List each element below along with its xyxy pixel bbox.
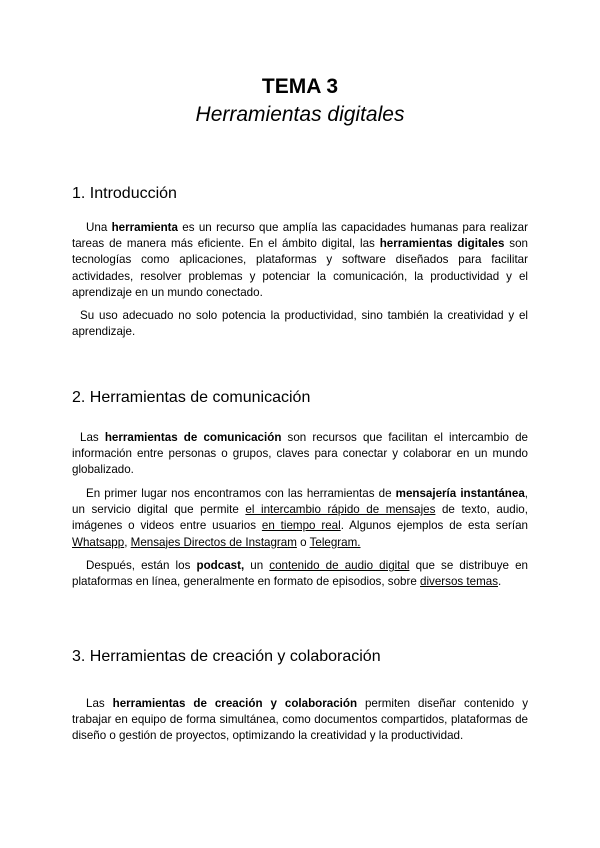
text-span: Después, están los [86, 559, 197, 572]
bold-term: mensajería instantánea [395, 487, 525, 500]
text-span: permiten diseñar contenido y trabajar en equipo de forma simultánea, como documentos compartidos, plataformas de diseño o gestión de proyectos, optimizando la creatividad y la productividad. [72, 697, 528, 743]
underlined-phrase: diversos temas [420, 575, 498, 589]
underlined-phrase: el intercambio rápido de mensajes [245, 503, 436, 517]
underlined-example-telegram: Telegram. [309, 535, 361, 549]
document-subtitle: Herramientas digitales [195, 103, 405, 126]
underlined-example-instagram: Mensajes Directos de Instagram [130, 535, 297, 549]
section-heading-introduccion: 1. Introducción [72, 185, 177, 202]
text-span: es un recurso que amplía las capacidades humanas para realizar tareas de manera más eficiente. En el ámbito digital, las [72, 221, 528, 251]
bold-term: podcast, [196, 559, 245, 572]
text-span: de texto, audio, imágenes o videos entre usuarios [72, 503, 528, 533]
paragraph-intro-1 [72, 220, 528, 301]
paragraph-creacion-1 [72, 696, 528, 745]
paragraph-comunicacion-3 [72, 558, 528, 590]
bold-term: herramientas de comunicación [104, 431, 282, 444]
text-span: un [244, 559, 270, 572]
text-span: , [124, 535, 131, 549]
text-span: En primer lugar nos encontramos con las herramientas de [86, 487, 396, 500]
text-span: Una [86, 221, 112, 234]
underlined-example-whatsapp: Whatsapp [72, 535, 125, 549]
text-span: . [498, 575, 502, 589]
document-title: TEMA 3 [261, 75, 339, 98]
paragraph-comunicacion-1 [72, 430, 528, 479]
text-span: , un servicio digital que permite [72, 487, 529, 517]
paragraph-comunicacion-2 [72, 486, 528, 551]
section-heading-comunicacion: 2. Herramientas de comunicación [72, 389, 311, 406]
text-span: Las [80, 431, 105, 444]
text-span: Su uso adecuado no solo potencia la productividad, sino también la creatividad y el aprendizaje. [72, 309, 528, 339]
text-span: son recursos que facilitan el intercambio de información entre personas o grupos, claves para conectar y colaborar en un mundo globalizado. [72, 431, 528, 477]
text-span: . Algunos ejemplos de esta serían [340, 519, 529, 533]
bold-term: herramientas digitales [379, 237, 505, 251]
text-span: son tecnologías como aplicaciones, plataformas y software diseñados para facilitar actividades, resolver problemas y potenciar la comunicación, la productividad y el aprendizaje en un mundo conectado. [72, 237, 528, 299]
bold-term: herramientas de creación y colaboración [112, 697, 358, 710]
document-title-block [0, 74, 600, 130]
text-span: que se distribuye en plataformas en línea, generalmente en formato de episodios, sobre [72, 559, 529, 589]
text-span: Las [86, 697, 113, 710]
text-span: o [296, 535, 310, 549]
underlined-phrase: en tiempo real [261, 519, 341, 533]
bold-term: herramienta [111, 221, 178, 234]
paragraph-intro-2 [72, 308, 528, 340]
underlined-phrase: contenido de audio digital [269, 559, 410, 572]
section-heading-creacion-colaboracion: 3. Herramientas de creación y colaboración [72, 648, 381, 665]
